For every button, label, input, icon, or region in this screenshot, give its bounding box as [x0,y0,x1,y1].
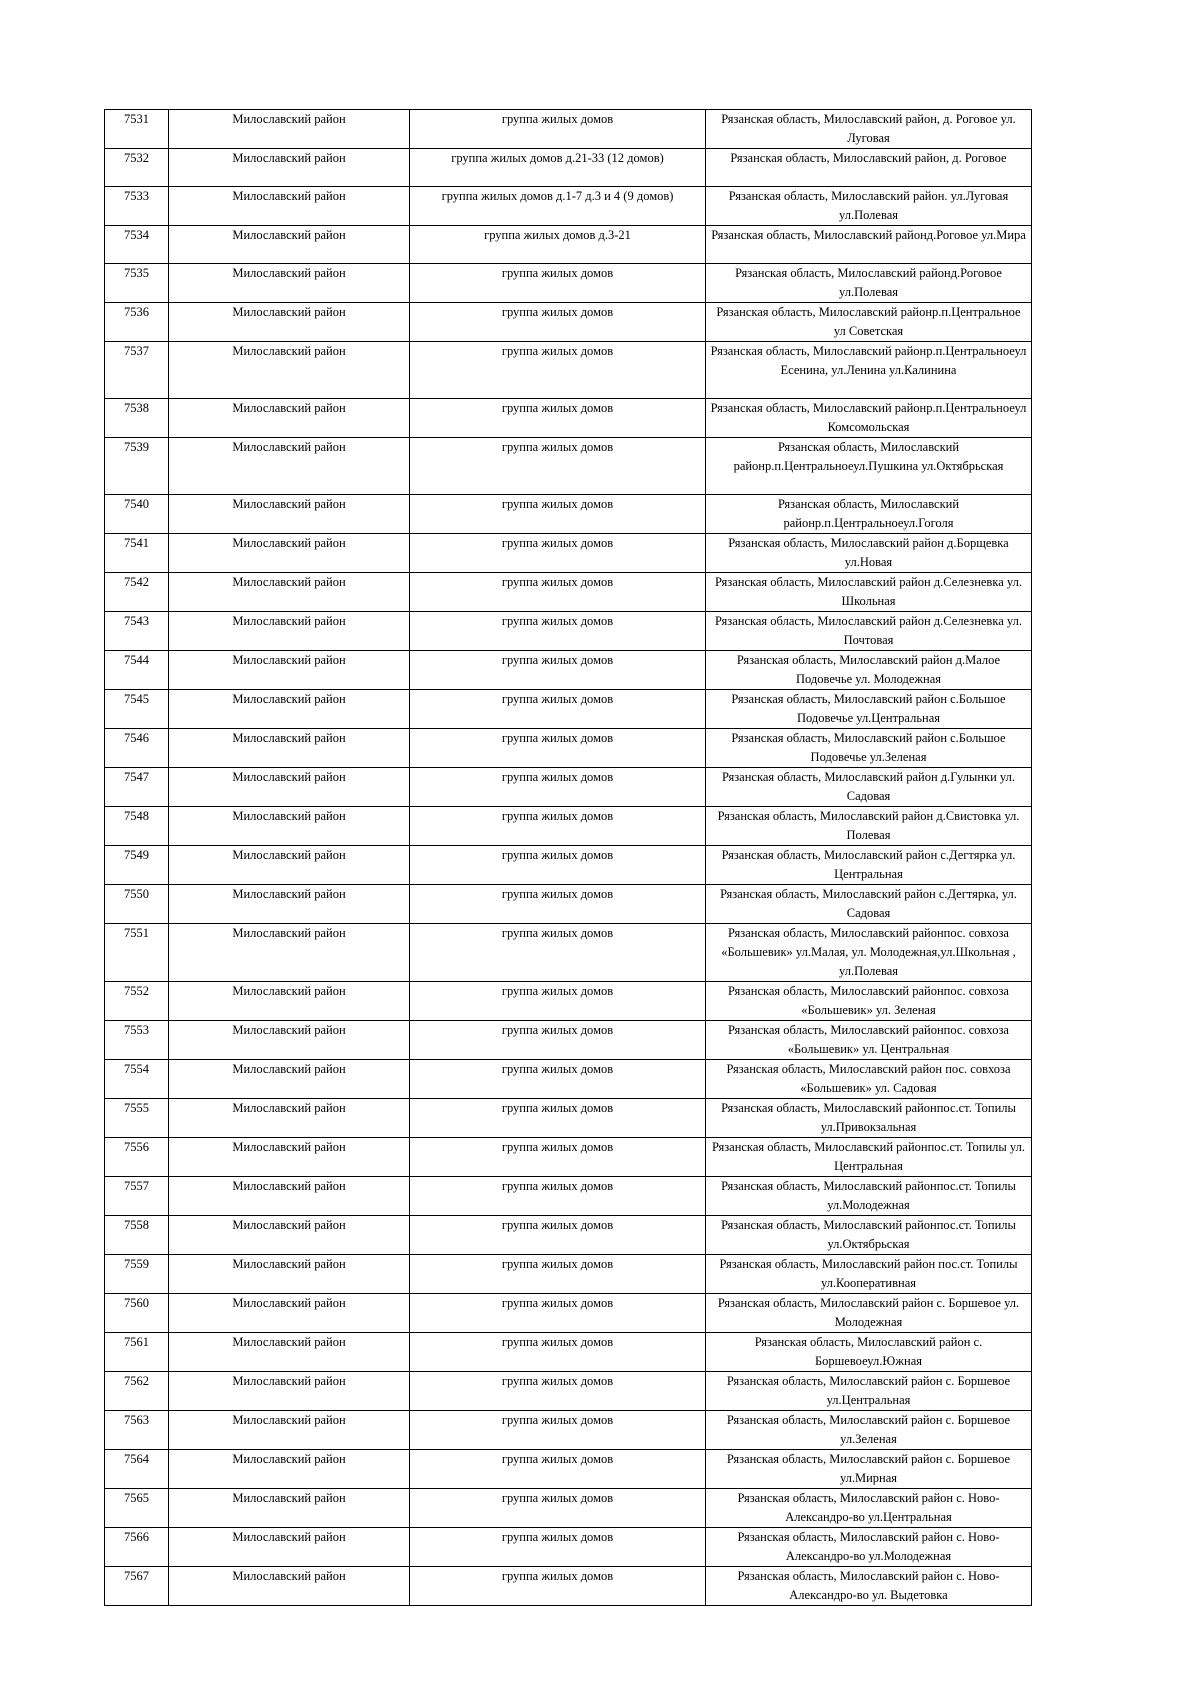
table-row [105,982,1032,1021]
table-row [105,1333,1032,1372]
row-number-cell: 7564 [105,1450,169,1489]
table-row [105,807,1032,846]
row-number-cell: 7565 [105,1489,169,1528]
address-cell: Рязанская область, Милославский район д.Свистовка ул. Полевая [706,807,1032,846]
object-cell: группа жилых домов [410,573,706,612]
row-number-cell: 7534 [105,226,169,264]
table-row [105,1567,1032,1606]
district-cell: Милославский район [169,729,410,768]
district-cell: Милославский район [169,768,410,807]
address-cell: Рязанская область, Милославский районр.п.Центральноеул.Пушкина ул.Октябрьская [706,438,1032,495]
row-number-cell: 7532 [105,149,169,187]
object-cell: группа жилых домов [410,1099,706,1138]
table-row [105,729,1032,768]
object-cell: группа жилых домов [410,342,706,399]
object-cell: группа жилых домов [410,1021,706,1060]
district-cell: Милославский район [169,495,410,534]
address-cell: Рязанская область, Милославский район д.Гулынки ул. Садовая [706,768,1032,807]
district-cell: Милославский район [169,1060,410,1099]
district-cell: Милославский район [169,187,410,226]
object-cell: группа жилых домов [410,651,706,690]
row-number-cell: 7533 [105,187,169,226]
table-row [105,690,1032,729]
district-cell: Милославский район [169,264,410,303]
object-cell: группа жилых домов [410,1138,706,1177]
address-cell: Рязанская область, Милославский район с. Боршевое ул. Молодежная [706,1294,1032,1333]
table-row [105,495,1032,534]
row-number-cell: 7540 [105,495,169,534]
address-cell: Рязанская область, Милославский районр.п.Центральноеул.Гоголя [706,495,1032,534]
object-cell: группа жилых домов [410,1372,706,1411]
row-number-cell: 7558 [105,1216,169,1255]
object-cell: группа жилых домов [410,110,706,149]
table-row [105,1021,1032,1060]
row-number-cell: 7542 [105,573,169,612]
object-cell: группа жилых домов [410,495,706,534]
row-number-cell: 7544 [105,651,169,690]
address-cell: Рязанская область, Милославский районпос. совхоза «Большевик» ул.Малая, ул. Молодежная,ул.Школьная , ул.Полевая [706,924,1032,982]
address-cell: Рязанская область, Милославский районр.п.Центральноеул Комсомольская [706,399,1032,438]
table-row [105,1294,1032,1333]
table-row [105,187,1032,226]
district-cell: Милославский район [169,1177,410,1216]
object-cell: группа жилых домов [410,1333,706,1372]
row-number-cell: 7566 [105,1528,169,1567]
address-cell: Рязанская область, Милославский районпос.ст. Топилы ул.Октябрьская [706,1216,1032,1255]
table-row [105,438,1032,495]
object-cell: группа жилых домов [410,1528,706,1567]
row-number-cell: 7560 [105,1294,169,1333]
object-cell: группа жилых домов [410,438,706,495]
table-row [105,612,1032,651]
district-cell: Милославский район [169,846,410,885]
table-row [105,226,1032,264]
district-cell: Милославский район [169,534,410,573]
district-cell: Милославский район [169,110,410,149]
row-number-cell: 7541 [105,534,169,573]
row-number-cell: 7567 [105,1567,169,1606]
address-cell: Рязанская область, Милославский районд.Роговое ул.Мира [706,226,1032,264]
table-row [105,1411,1032,1450]
district-cell: Милославский район [169,226,410,264]
district-cell: Милославский район [169,438,410,495]
object-cell: группа жилых домов [410,807,706,846]
registry-table-body [105,110,1032,1606]
address-cell: Рязанская область, Милославский район. ул.Луговая ул.Полевая [706,187,1032,226]
object-cell: группа жилых домов [410,1255,706,1294]
district-cell: Милославский район [169,149,410,187]
address-cell: Рязанская область, Милославский район с. Боршевое ул.Зеленая [706,1411,1032,1450]
table-row [105,399,1032,438]
district-cell: Милославский район [169,399,410,438]
row-number-cell: 7543 [105,612,169,651]
address-cell: Рязанская область, Милославский район, д. Роговое [706,149,1032,187]
district-cell: Милославский район [169,982,410,1021]
address-cell: Рязанская область, Милославский районд.Роговое ул.Полевая [706,264,1032,303]
object-cell: группа жилых домов [410,1216,706,1255]
district-cell: Милославский район [169,573,410,612]
table-row [105,1255,1032,1294]
object-cell: группа жилых домов [410,303,706,342]
table-row [105,1216,1032,1255]
object-cell: группа жилых домов д.1-7 д.3 и 4 (9 домов) [410,187,706,226]
district-cell: Милославский район [169,1489,410,1528]
district-cell: Милославский район [169,1255,410,1294]
table-row [105,1372,1032,1411]
address-cell: Рязанская область, Милославский район с. Боршевое ул.Центральная [706,1372,1032,1411]
table-row [105,110,1032,149]
object-cell: группа жилых домов [410,982,706,1021]
row-number-cell: 7547 [105,768,169,807]
table-row [105,885,1032,924]
row-number-cell: 7556 [105,1138,169,1177]
table-row [105,264,1032,303]
object-cell: группа жилых домов [410,534,706,573]
row-number-cell: 7535 [105,264,169,303]
object-cell: группа жилых домов [410,264,706,303]
object-cell: группа жилых домов [410,690,706,729]
object-cell: группа жилых домов д.21-33 (12 домов) [410,149,706,187]
district-cell: Милославский район [169,303,410,342]
address-cell: Рязанская область, Милославский район, д. Роговое ул. Луговая [706,110,1032,149]
table-row [105,573,1032,612]
registry-table [104,109,1032,1606]
object-cell: группа жилых домов [410,1450,706,1489]
row-number-cell: 7536 [105,303,169,342]
row-number-cell: 7553 [105,1021,169,1060]
object-cell: группа жилых домов [410,924,706,982]
row-number-cell: 7557 [105,1177,169,1216]
object-cell: группа жилых домов д.3-21 [410,226,706,264]
address-cell: Рязанская область, Милославский район с.Большое Подовечье ул.Центральная [706,690,1032,729]
object-cell: группа жилых домов [410,612,706,651]
address-cell: Рязанская область, Милославский район с.Дегтярка ул. Центральная [706,846,1032,885]
row-number-cell: 7539 [105,438,169,495]
address-cell: Рязанская область, Милославский район с. Ново-Александро-во ул.Центральная [706,1489,1032,1528]
district-cell: Милославский район [169,1411,410,1450]
address-cell: Рязанская область, Милославский районпос.ст. Топилы ул.Молодежная [706,1177,1032,1216]
table-row [105,1489,1032,1528]
object-cell: группа жилых домов [410,729,706,768]
district-cell: Милославский район [169,924,410,982]
district-cell: Милославский район [169,1450,410,1489]
table-row [105,846,1032,885]
object-cell: группа жилых домов [410,885,706,924]
district-cell: Милославский район [169,1021,410,1060]
district-cell: Милославский район [169,1138,410,1177]
object-cell: группа жилых домов [410,399,706,438]
district-cell: Милославский район [169,1333,410,1372]
row-number-cell: 7549 [105,846,169,885]
address-cell: Рязанская область, Милославский районпос.ст. Топилы ул.Привокзальная [706,1099,1032,1138]
district-cell: Милославский район [169,1099,410,1138]
table-row [105,1177,1032,1216]
object-cell: группа жилых домов [410,768,706,807]
table-row [105,1528,1032,1567]
row-number-cell: 7551 [105,924,169,982]
row-number-cell: 7562 [105,1372,169,1411]
district-cell: Милославский район [169,807,410,846]
object-cell: группа жилых домов [410,1489,706,1528]
address-cell: Рязанская область, Милославский район пос.ст. Топилы ул.Кооперативная [706,1255,1032,1294]
district-cell: Милославский район [169,651,410,690]
row-number-cell: 7546 [105,729,169,768]
district-cell: Милославский район [169,1567,410,1606]
table-row [105,1060,1032,1099]
table-row [105,149,1032,187]
district-cell: Милославский район [169,1294,410,1333]
address-cell: Рязанская область, Милославский районр.п.Центральное ул Советская [706,303,1032,342]
district-cell: Милославский район [169,612,410,651]
table-row [105,924,1032,982]
address-cell: Рязанская область, Милославский районпос. совхоза «Большевик» ул. Центральная [706,1021,1032,1060]
address-cell: Рязанская область, Милославский район с. Боршевоеул.Южная [706,1333,1032,1372]
row-number-cell: 7554 [105,1060,169,1099]
row-number-cell: 7550 [105,885,169,924]
object-cell: группа жилых домов [410,1411,706,1450]
address-cell: Рязанская область, Милославский район с. Ново-Александро-во ул.Молодежная [706,1528,1032,1567]
row-number-cell: 7538 [105,399,169,438]
object-cell: группа жилых домов [410,1177,706,1216]
object-cell: группа жилых домов [410,1060,706,1099]
table-row [105,303,1032,342]
district-cell: Милославский район [169,342,410,399]
address-cell: Рязанская область, Милославский район с. Ново-Александро-во ул. Выдетовка [706,1567,1032,1606]
row-number-cell: 7548 [105,807,169,846]
table-row [105,651,1032,690]
address-cell: Рязанская область, Милославский район д.Селезневка ул. Почтовая [706,612,1032,651]
address-cell: Рязанская область, Милославский район с.Большое Подовечье ул.Зеленая [706,729,1032,768]
object-cell: группа жилых домов [410,846,706,885]
row-number-cell: 7561 [105,1333,169,1372]
table-row [105,342,1032,399]
row-number-cell: 7552 [105,982,169,1021]
row-number-cell: 7537 [105,342,169,399]
table-row [105,534,1032,573]
table-row [105,1450,1032,1489]
address-cell: Рязанская область, Милославский районр.п.Центральноеул Есенина, ул.Ленина ул.Калинина [706,342,1032,399]
address-cell: Рязанская область, Милославский районпос. совхоза «Большевик» ул. Зеленая [706,982,1032,1021]
address-cell: Рязанская область, Милославский районпос.ст. Топилы ул. Центральная [706,1138,1032,1177]
district-cell: Милославский район [169,1528,410,1567]
address-cell: Рязанская область, Милославский район с.Дегтярка, ул. Садовая [706,885,1032,924]
row-number-cell: 7531 [105,110,169,149]
district-cell: Милославский район [169,1216,410,1255]
object-cell: группа жилых домов [410,1294,706,1333]
row-number-cell: 7545 [105,690,169,729]
table-row [105,1099,1032,1138]
address-cell: Рязанская область, Милославский район д.Селезневка ул. Школьная [706,573,1032,612]
district-cell: Милославский район [169,885,410,924]
row-number-cell: 7555 [105,1099,169,1138]
district-cell: Милославский район [169,690,410,729]
table-row [105,1138,1032,1177]
table-row [105,768,1032,807]
row-number-cell: 7563 [105,1411,169,1450]
address-cell: Рязанская область, Милославский район с. Боршевое ул.Мирная [706,1450,1032,1489]
address-cell: Рязанская область, Милославский район д.Борщевка ул.Новая [706,534,1032,573]
address-cell: Рязанская область, Милославский район д.Малое Подовечье ул. Молодежная [706,651,1032,690]
address-cell: Рязанская область, Милославский район пос. совхоза «Большевик» ул. Садовая [706,1060,1032,1099]
district-cell: Милославский район [169,1372,410,1411]
object-cell: группа жилых домов [410,1567,706,1606]
row-number-cell: 7559 [105,1255,169,1294]
